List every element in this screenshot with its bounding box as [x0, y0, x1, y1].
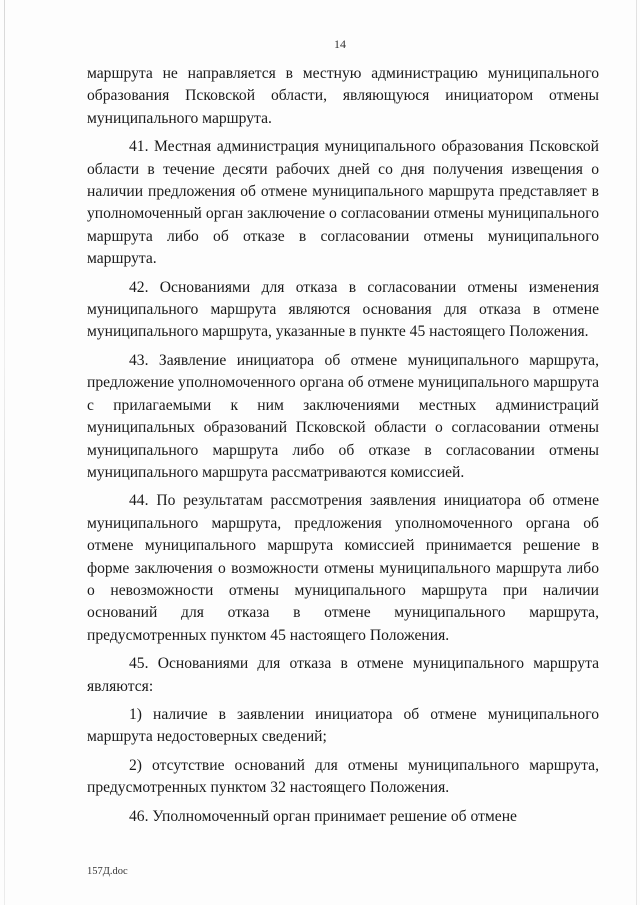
scan-edge-right — [636, 0, 637, 905]
scan-edge-left — [4, 0, 5, 905]
file-name-footer: 157Д.doc — [87, 866, 128, 877]
paragraph-45-item-2: 2) отсутствие оснований для отмены муниципального маршрута, предусмотренных пунктом 32 настоящего Положения. — [87, 756, 599, 797]
document-body — [87, 63, 599, 834]
paragraph-41: 41. Местная администрация муниципального образования Псковской области в течение десяти рабочих дней со дня получения извещения о наличии предложения об отмене муниципального маршрута представляет в уполномоченный орган заключение о согласовании отмены муниципального маршрута либо об отказе в согласовании отмены муниципального маршрута. — [87, 138, 599, 268]
paragraph-46: 46. Уполномоченный орган принимает решение об отмене — [129, 807, 517, 825]
paragraph-43: 43. Заявление инициатора об отмене муниципального маршрута, предложение уполномоченного органа об отмене муниципального маршрута с прилагаемыми к ним заключениями местных администраций муниципальных образований Псковской области о согласовании отмены муниципального маршрута либо об отказе в согласовании отмены муниципального маршрута рассматриваются комиссией. — [87, 351, 599, 481]
paragraph-continuation: маршрута не направляется в местную администрацию муниципального образования Псковской области, являющуюся инициатором отмены муниципального маршрута. — [87, 65, 599, 127]
paragraph-42: 42. Основаниями для отказа в согласовании отмены изменения муниципального маршрута являются основания для отказа в отмене муниципального маршрута, указанные в пункте 45 настоящего Положения. — [87, 278, 599, 341]
paragraph-45: 45. Основаниями для отказа в отмене муниципального маршрута являются: — [87, 655, 599, 695]
paragraph-45-item-1: 1) наличие в заявлении инициатора об отмене муниципального маршрута недостоверных сведений; — [87, 705, 599, 746]
paragraph-44: 44. По результатам рассмотрения заявления инициатора об отмене муниципального маршрута, предложения уполномоченного органа об отмене муниципального маршрута комиссией принимается решение в форме заключения о возможности отмены муниципального маршрута либо о невозможности отмены муниципального маршрута при наличии оснований для отказа в отмене муниципального маршрута, предусмотренных пунктом 45 настоящего Положения. — [87, 492, 599, 644]
page-number: 14 — [334, 37, 346, 51]
